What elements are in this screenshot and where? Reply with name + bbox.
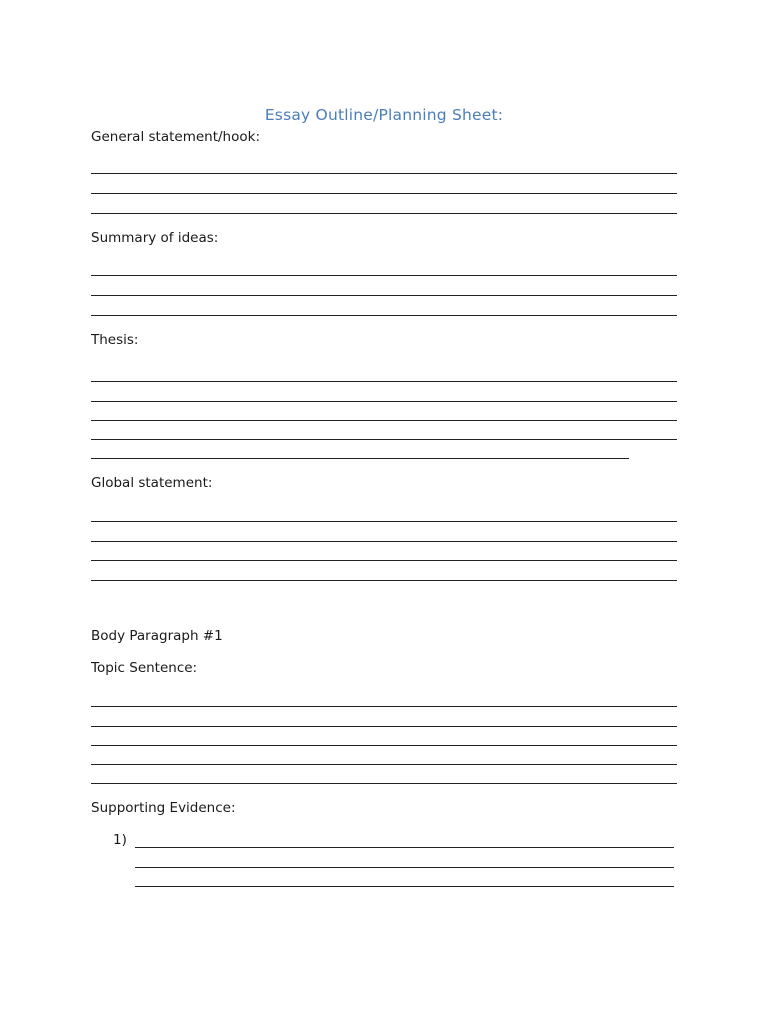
- summary-line-1[interactable]: [91, 275, 677, 276]
- topic-sentence-line-1[interactable]: [91, 706, 677, 707]
- global-statement-line-3[interactable]: [91, 560, 677, 561]
- general-statement-line-2[interactable]: [91, 193, 677, 194]
- topic-sentence-label: Topic Sentence:: [91, 660, 198, 676]
- evidence-line-3[interactable]: [135, 886, 674, 887]
- thesis-label: Thesis:: [91, 332, 139, 348]
- topic-sentence-line-5[interactable]: [91, 783, 677, 784]
- summary-label: Summary of ideas:: [91, 230, 219, 246]
- general-statement-line-3[interactable]: [91, 213, 677, 214]
- general-statement-line-1[interactable]: [91, 173, 677, 174]
- topic-sentence-line-2[interactable]: [91, 726, 677, 727]
- thesis-line-3[interactable]: [91, 420, 677, 421]
- global-statement-label: Global statement:: [91, 475, 213, 491]
- global-statement-line-1[interactable]: [91, 521, 677, 522]
- supporting-evidence-label: Supporting Evidence:: [91, 800, 236, 816]
- general-statement-label: General statement/hook:: [91, 129, 260, 145]
- thesis-line-2[interactable]: [91, 401, 677, 402]
- evidence-line-2[interactable]: [135, 867, 674, 868]
- evidence-item-number: 1): [113, 832, 127, 848]
- body-paragraph-heading: Body Paragraph #1: [91, 628, 223, 644]
- thesis-line-4[interactable]: [91, 439, 677, 440]
- thesis-line-1[interactable]: [91, 381, 677, 382]
- global-statement-line-2[interactable]: [91, 541, 677, 542]
- topic-sentence-line-4[interactable]: [91, 764, 677, 765]
- page-title: Essay Outline/Planning Sheet:: [264, 106, 504, 124]
- thesis-line-5[interactable]: [91, 458, 629, 459]
- global-statement-line-4[interactable]: [91, 580, 677, 581]
- summary-line-3[interactable]: [91, 315, 677, 316]
- topic-sentence-line-3[interactable]: [91, 745, 677, 746]
- summary-line-2[interactable]: [91, 295, 677, 296]
- evidence-line-1[interactable]: [135, 847, 674, 848]
